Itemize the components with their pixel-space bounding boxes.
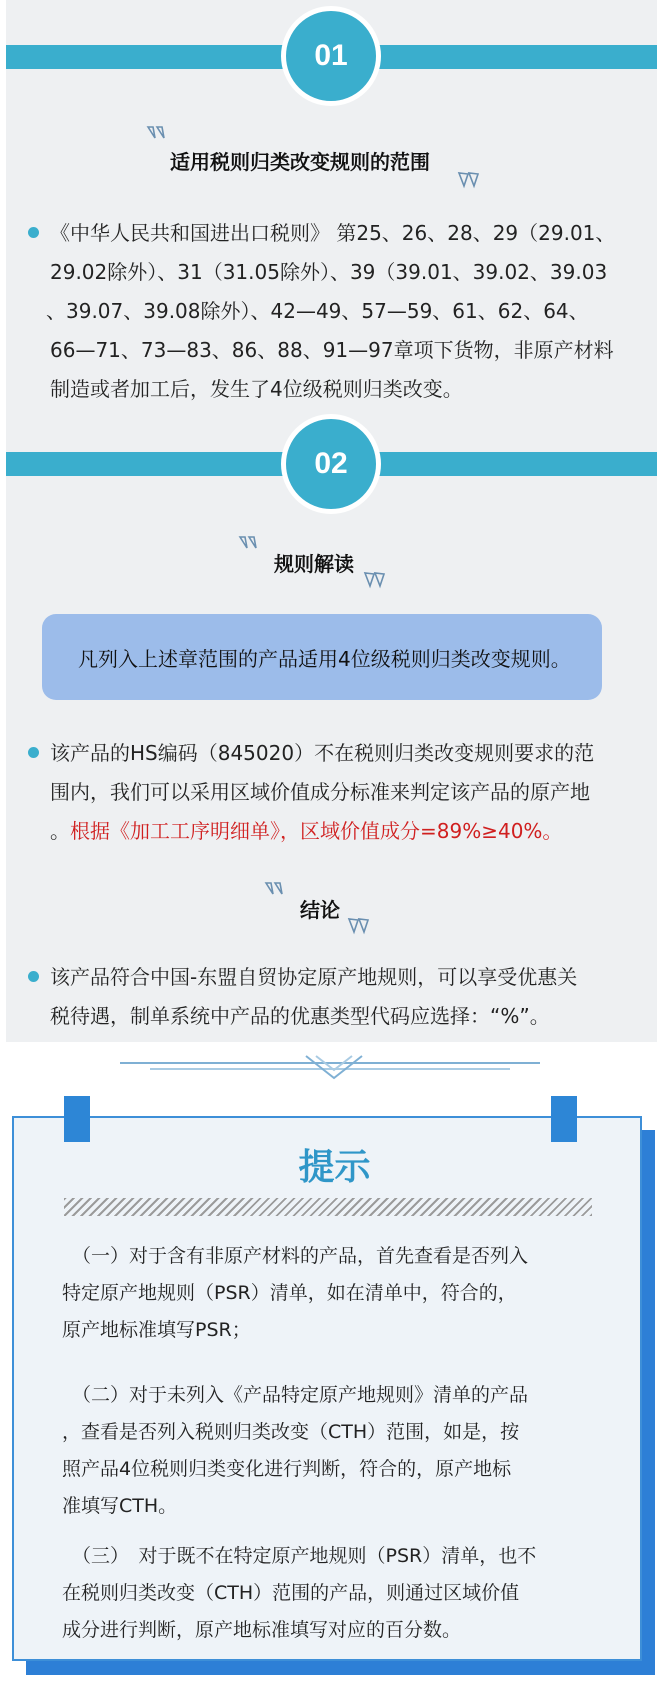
tip-paragraph-3: [62, 1538, 602, 1649]
text-line: ，查看是否列入税则归类改变（CTH）范围，如是，按: [62, 1421, 520, 1443]
hatch-divider: [64, 1198, 592, 1216]
bullet-dot-icon: [28, 971, 39, 982]
tip-title: 提示: [298, 1147, 371, 1188]
tip-paragraph-1: [62, 1238, 602, 1349]
text-line: 66—71、73—83、86、88、91—97章项下货物，非原产材料: [50, 338, 614, 362]
section1-paragraph: [46, 214, 650, 409]
highlight-text: 根据《加工工序明细单》，区域价值成分=89%≥40%。: [70, 819, 563, 843]
text-line: 该产品的HS编码（845020）不在税则归类改变规则要求的范: [50, 741, 595, 765]
chevron-deco-icon: [346, 916, 372, 936]
conclusion-paragraph: [50, 958, 650, 1036]
rule-callout: 凡列入上述章范围的产品适用4位级税则归类改变规则。: [42, 614, 602, 700]
text-line: （二）对于未列入《产品特定原产地规则》清单的产品: [72, 1384, 529, 1406]
chevron-deco-icon: [362, 570, 388, 590]
text-line: 29.02除外）、31（31.05除外）、39（39.01、39.02、39.03: [50, 260, 608, 284]
bullet-dot-icon: [28, 227, 39, 238]
section-title-02: 规则解读: [274, 552, 354, 576]
text-line: 、39.07、39.08除外）、42—49、57—59、61、62、64、: [46, 299, 589, 323]
text-line: 该产品符合中国-东盟自贸协定原产地规则，可以享受优惠关: [50, 965, 578, 989]
section2-paragraph: [50, 734, 650, 851]
chevron-deco-icon: [456, 170, 482, 190]
text-line: 《中华人民共和国进出口税则》 第25、26、28、29（29.01、: [50, 221, 616, 245]
conclusion-title: 结论: [300, 898, 340, 922]
tip-tab-left: [64, 1096, 90, 1142]
chevron-deco-icon: [264, 880, 290, 898]
text-line: （三） 对于既不在特定原产地规则（PSR）清单，也不: [72, 1545, 537, 1567]
text-line: 特定原产地规则（PSR）清单，如在清单中，符合的，: [62, 1282, 517, 1304]
text-line: 税待遇，制单系统中产品的优惠类型代码应选择：“%”。: [50, 1004, 550, 1028]
chevron-down-icon: [304, 1052, 364, 1082]
text-line: 制造或者加工后，发生了4位级税则归类改变。: [50, 377, 463, 401]
text-line: 照产品4位税则归类变化进行判断，符合的，原产地标: [62, 1458, 512, 1480]
section-number-01: 01: [281, 6, 381, 106]
text-line: [50, 812, 650, 851]
text-fragment: 。: [50, 819, 70, 843]
text-line: 成分进行判断，原产地标准填写对应的百分数。: [62, 1619, 462, 1641]
text-line: 围内，我们可以采用区域价值成分标准来判定该产品的原产地: [50, 780, 590, 804]
chevron-deco-icon: [238, 534, 264, 552]
tip-paragraph-2: [62, 1377, 602, 1525]
text-line: 在税则归类改变（CTH）范围的产品，则通过区域价值: [62, 1582, 520, 1604]
text-line: 准填写CTH。: [62, 1495, 178, 1517]
chevron-deco-icon: [146, 124, 172, 142]
text-line: 原产地标准填写PSR；: [62, 1319, 251, 1341]
section-number-02: 02: [281, 414, 381, 514]
bullet-dot-icon: [28, 747, 39, 758]
text-line: （一）对于含有非原产材料的产品，首先查看是否列入: [72, 1245, 529, 1267]
section-title-01: 适用税则归类改变规则的范围: [170, 150, 430, 174]
tip-tab-right: [551, 1096, 577, 1142]
